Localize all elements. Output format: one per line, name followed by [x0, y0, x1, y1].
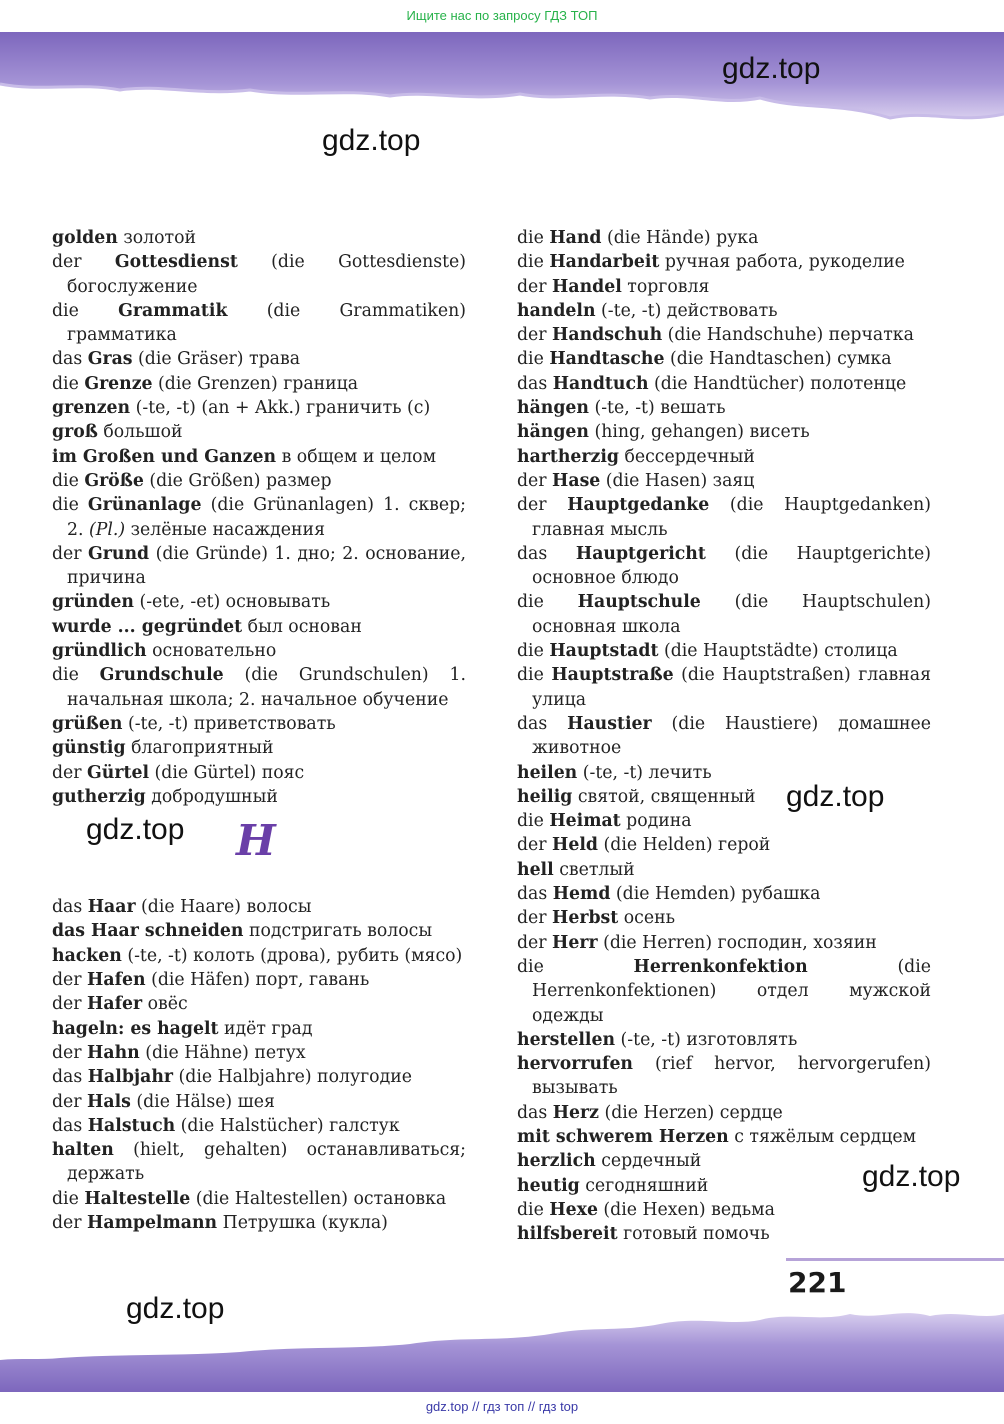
dictionary-entry	[517, 469, 931, 493]
entry-text: die	[52, 665, 100, 686]
entry-headword: heilig	[517, 786, 573, 807]
watermark: gdz.top	[722, 52, 821, 85]
entry-text: (die Herren) господин, хозяин	[597, 932, 877, 953]
entry-headword: heutig	[517, 1175, 580, 1196]
dictionary-entry	[517, 1101, 931, 1125]
entry-text: (die Hauptstraßen) главная улица	[532, 665, 932, 710]
entry-headword: Haustier	[567, 713, 652, 734]
entry-headword: Hexe	[549, 1199, 598, 1220]
entry-headword: Gürtel	[87, 762, 150, 783]
dictionary-entry	[517, 226, 931, 250]
entry-text: родина	[620, 811, 692, 832]
entry-text: (die Hauptgedanken) главная мысль	[532, 495, 931, 540]
entry-headword: günstig	[52, 738, 126, 759]
section-letter: H	[236, 816, 276, 866]
entry-headword: Hampelmann	[87, 1212, 218, 1233]
dictionary-entry	[517, 858, 931, 882]
entry-headword: hilfsbereit	[517, 1224, 618, 1245]
entry-text: der	[517, 325, 553, 346]
entry-text: (Pl.)	[88, 519, 126, 540]
dictionary-entry	[517, 785, 931, 809]
dictionary-entry	[517, 906, 931, 930]
entry-text: (die Hände) рука	[601, 228, 759, 248]
entry-headword: Hemd	[552, 884, 611, 905]
dictionary-entry	[52, 919, 466, 943]
entry-headword: Größe	[84, 470, 144, 491]
entry-text: был основан	[242, 616, 362, 637]
dictionary-entry	[517, 396, 931, 420]
entry-text: der	[52, 994, 88, 1015]
entry-text: в общем и целом	[276, 446, 437, 467]
entry-text: (-ete, -et) основывать	[133, 592, 331, 613]
entry-headword: Herbst	[552, 908, 619, 929]
entry-text: die	[52, 300, 119, 321]
dictionary-entry	[517, 761, 931, 785]
entry-headword: golden	[52, 228, 118, 248]
entry-headword: Hals	[87, 1091, 131, 1112]
dictionary-column-left	[52, 226, 466, 1235]
entry-text: der	[517, 835, 553, 856]
entry-headword: Hauptstadt	[549, 641, 659, 662]
header-wave-decoration	[0, 32, 1004, 127]
dictionary-entry	[52, 1090, 466, 1114]
bottom-banner[interactable]: gdz.top // гдз топ // гдз top	[425, 1399, 579, 1414]
entry-text: (die Haustiere) домашнее животное	[532, 713, 931, 759]
entry-text: (die Halbjahre) полугодие	[173, 1067, 412, 1088]
entry-text: (die Haare) волосы	[135, 897, 312, 918]
dictionary-entry	[517, 1028, 931, 1052]
dictionary-entry	[517, 250, 931, 274]
entry-text: (die Hemden) рубашка	[610, 884, 821, 905]
entry-headword: hacken	[52, 945, 122, 966]
entry-text: der	[52, 762, 88, 783]
dictionary-entry	[52, 736, 466, 760]
entry-headword: grüßen	[52, 713, 123, 734]
entry-headword: Handtuch	[552, 373, 649, 394]
entry-text: благоприятный	[125, 738, 274, 759]
entry-text: das	[52, 1115, 88, 1136]
entry-text: das	[52, 1067, 88, 1088]
entry-text: die	[517, 228, 550, 248]
entry-text: осень	[618, 908, 676, 929]
entry-text: (die Handtaschen) сумка	[664, 349, 892, 370]
entry-text: der	[517, 470, 553, 491]
entry-headword: Hauptstraße	[551, 665, 674, 686]
entry-text: der	[517, 932, 553, 953]
entry-headword: Haltestelle	[84, 1188, 191, 1209]
entry-text: (-te, -t) изготовлять	[615, 1029, 798, 1050]
entry-text: (-te, -t) вешать	[588, 398, 726, 419]
entry-headword: handeln	[517, 300, 596, 321]
entry-text: (die Grünanlagen) 1. сквер; 2.	[67, 495, 467, 540]
entry-headword: Herr	[552, 932, 598, 953]
entry-headword: Halstuch	[87, 1115, 176, 1136]
entry-text: der	[52, 252, 115, 273]
entry-headword: herstellen	[517, 1029, 616, 1050]
entry-headword: Handel	[552, 276, 622, 297]
entry-headword: im Großen und Ganzen	[52, 446, 277, 467]
entry-text: (die Grenzen) граница	[152, 373, 359, 394]
dictionary-entry	[517, 299, 931, 323]
top-banner[interactable]: Ищите нас по запросу ГДЗ ТОП	[406, 8, 598, 23]
entry-text: die	[517, 956, 634, 977]
dictionary-entry	[517, 1125, 931, 1149]
dictionary-entry	[517, 372, 931, 396]
entry-text: (hielt, gehalten) останавливаться; держать	[67, 1140, 466, 1185]
dictionary-entry	[52, 542, 466, 591]
entry-headword: Hafer	[87, 994, 143, 1015]
entry-text: (-te, -t) действовать	[595, 300, 778, 321]
entry-text: бессердечный	[618, 446, 755, 467]
entry-text: die	[517, 665, 552, 686]
dictionary-entry	[517, 1198, 931, 1222]
entry-text: (-te, -t) колоть (дрова), рубить (мясо)	[121, 945, 463, 966]
dictionary-entry	[52, 1017, 466, 1041]
dictionary-entry	[52, 992, 466, 1016]
entry-text: das	[517, 543, 576, 564]
dictionary-entry	[517, 1149, 931, 1173]
entry-headword: Handarbeit	[549, 252, 660, 273]
entry-text: die	[517, 1199, 550, 1220]
entry-headword: hängen	[517, 398, 589, 419]
entry-headword: mit schwerem Herzen	[517, 1126, 729, 1147]
dictionary-entry	[52, 761, 466, 785]
entry-text: добродушный	[145, 786, 278, 807]
dictionary-entry	[517, 1222, 931, 1246]
entry-text: большой	[97, 422, 183, 443]
dictionary-entry	[52, 347, 466, 371]
entry-headword: hängen	[517, 422, 589, 443]
dictionary-entry	[52, 1041, 466, 1065]
entry-text: (die Gründe) 1. дно; 2. основание, причина	[67, 543, 467, 589]
dictionary-entry	[517, 420, 931, 444]
entries-g-section	[52, 226, 466, 809]
entry-text: (die Hauptstädte) столица	[658, 641, 898, 662]
entry-text: (die Hauptschulen) основная школа	[532, 592, 931, 637]
entry-text: das	[517, 884, 553, 905]
entry-text: die	[52, 470, 85, 491]
entry-headword: Hase	[552, 470, 601, 491]
dictionary-entry	[517, 493, 931, 542]
entry-text: (die Helden) герой	[598, 835, 771, 856]
entry-text: (die Gräser) трава	[132, 349, 300, 370]
entry-headword: Heimat	[549, 811, 621, 832]
entry-text: идёт град	[218, 1018, 313, 1039]
entry-text: das	[517, 1102, 553, 1123]
dictionary-entry	[52, 663, 466, 712]
dictionary-entry	[52, 250, 466, 299]
entry-headword: hageln: es hagelt	[52, 1018, 219, 1039]
entry-text: с тяжёлым сердцем	[728, 1126, 917, 1147]
entry-headword: grenzen	[52, 398, 131, 419]
entry-headword: Handtasche	[549, 349, 665, 370]
dictionary-entry	[517, 347, 931, 371]
entry-text: die	[52, 373, 85, 394]
entry-headword: Haar	[87, 897, 136, 918]
dictionary-entry	[52, 226, 466, 250]
entry-text: (die Grundschulen) 1. начальная школа; 2. начальное обучение	[67, 665, 466, 710]
dictionary-entry	[52, 493, 466, 542]
watermark: gdz.top	[322, 124, 421, 157]
entry-text: (-te, -t) приветствовать	[122, 713, 336, 734]
entry-headword: Gottesdienst	[114, 252, 238, 273]
entry-headword: Grammatik	[118, 300, 228, 321]
dictionary-entry	[52, 396, 466, 420]
entry-text: (-te, -t) лечить	[577, 762, 712, 783]
dictionary-entry	[517, 833, 931, 857]
dictionary-entry	[52, 712, 466, 736]
entry-text: (die Hälse) шея	[130, 1091, 275, 1112]
entry-text: золотой	[117, 228, 197, 248]
entry-text: der	[52, 1042, 88, 1063]
entry-headword: Herz	[552, 1102, 599, 1123]
dictionary-entry	[517, 1052, 931, 1101]
entry-headword: Grund	[88, 543, 150, 564]
entry-headword: Hauptschule	[577, 592, 701, 613]
watermark: gdz.top	[786, 780, 885, 813]
entry-text: ручная работа, рукоделие	[659, 252, 905, 273]
entry-headword: Held	[552, 835, 599, 856]
entry-text: die	[517, 592, 578, 613]
entry-headword: hervorrufen	[517, 1054, 633, 1075]
entry-text: das	[52, 897, 88, 918]
page-number-rule	[786, 1258, 1004, 1261]
dictionary-entry	[52, 420, 466, 444]
entry-text: (die Handschuhe) перчатка	[662, 325, 914, 346]
entry-text: der	[52, 1212, 88, 1233]
dictionary-entry	[52, 944, 466, 968]
dictionary-entry	[52, 1114, 466, 1138]
dictionary-entry	[52, 1065, 466, 1089]
entry-text: зелёные насаждения	[125, 519, 325, 540]
dictionary-entry	[52, 968, 466, 992]
entry-headword: gründlich	[52, 641, 147, 662]
dictionary-entry	[52, 1187, 466, 1211]
entry-text: (hing, gehangen) висеть	[588, 422, 810, 443]
dictionary-entry	[517, 590, 931, 639]
entry-headword: gutherzig	[52, 786, 146, 807]
dictionary-entry	[52, 785, 466, 809]
entry-text: (die Halstücher) галстук	[175, 1115, 400, 1136]
entry-text: der	[52, 543, 89, 564]
entry-text: основательно	[146, 641, 277, 662]
dictionary-entry	[52, 1138, 466, 1187]
entry-headword: Herrenkonfektion	[633, 956, 808, 977]
entry-text: der	[517, 495, 568, 516]
entry-text: (rief hervor, hervorgerufen) вызывать	[532, 1054, 931, 1099]
entry-text: Петрушка (кукла)	[217, 1212, 388, 1233]
entry-text: der	[517, 908, 553, 929]
entry-text: (die Haltestellen) остановка	[190, 1188, 447, 1209]
entry-text: der	[52, 970, 88, 991]
entry-text: die	[517, 252, 550, 273]
entry-headword: Hauptgedanke	[567, 495, 710, 516]
entry-text: (die Gottesdienste) богослужение	[67, 252, 466, 297]
entry-text: сегодняшний	[579, 1175, 709, 1196]
entry-headword: gründen	[52, 592, 134, 613]
dictionary-entry	[52, 372, 466, 396]
entry-text: die	[517, 641, 550, 662]
dictionary-entry	[517, 809, 931, 833]
letter-h-heading	[52, 809, 466, 895]
entry-text: святой, священный	[572, 786, 756, 807]
entry-text: (die Häfen) порт, гавань	[145, 970, 370, 991]
entry-text: das	[52, 349, 88, 370]
entry-headword: herzlich	[517, 1151, 596, 1172]
dictionary-entry	[517, 712, 931, 761]
entry-text: (die Gürtel) пояс	[149, 762, 305, 783]
entry-headword: wurde ... gegründet	[52, 616, 243, 637]
entry-text: (die Hexen) ведьма	[597, 1199, 775, 1220]
entry-text: овёс	[142, 994, 188, 1015]
footer-wave-decoration	[0, 1290, 1004, 1392]
entry-headword: Hauptgericht	[575, 543, 706, 564]
page-number: 221	[788, 1266, 847, 1299]
entry-text: (die Hähne) петух	[139, 1042, 306, 1063]
dictionary-entry	[52, 1211, 466, 1235]
dictionary-entry	[52, 895, 466, 919]
entry-headword: heilen	[517, 762, 578, 783]
dictionary-entry	[517, 955, 931, 1028]
dictionary-entry	[517, 882, 931, 906]
entry-text: торговля	[621, 276, 710, 297]
entries-h-section-left	[52, 895, 466, 1235]
watermark: gdz.top	[86, 813, 185, 847]
dictionary-entry	[52, 639, 466, 663]
dictionary-entry	[52, 615, 466, 639]
entry-headword: Halbjahr	[87, 1067, 174, 1088]
entry-headword: groß	[52, 422, 98, 443]
entry-text: der	[52, 1091, 88, 1112]
entry-headword: das Haar schneiden	[52, 921, 244, 942]
dictionary-entry	[52, 299, 466, 348]
entry-headword: Hafen	[87, 970, 146, 991]
entry-headword: Gras	[87, 349, 133, 370]
entry-text: (-te, -t) (an + Akk.) граничить (с)	[130, 398, 431, 419]
entry-headword: Hahn	[87, 1042, 140, 1063]
entry-headword: Hand	[549, 228, 602, 248]
dictionary-entry	[517, 1174, 931, 1198]
watermark: gdz.top	[126, 1292, 225, 1325]
watermark: gdz.top	[862, 1160, 961, 1193]
dictionary-entry	[517, 323, 931, 347]
dictionary-column-right	[517, 226, 931, 1246]
dictionary-entry	[517, 445, 931, 469]
entry-text: готовый помочь	[617, 1224, 770, 1245]
entry-text: das	[517, 373, 553, 394]
entry-text: (die Grammatiken) грамматика	[67, 300, 466, 346]
entry-text: сердечный	[595, 1151, 702, 1172]
dictionary-entry	[52, 469, 466, 493]
entry-headword: halten	[52, 1140, 114, 1161]
entry-headword: hartherzig	[517, 446, 619, 467]
entry-text: der	[517, 276, 553, 297]
entry-text: подстригать волосы	[243, 921, 433, 942]
dictionary-entry	[517, 639, 931, 663]
dictionary-entry	[517, 275, 931, 299]
entry-text: (die Handtücher) полотенце	[648, 373, 907, 394]
entry-text: (die Herrenkonfektionen) отдел мужской одежды	[532, 956, 931, 1026]
dictionary-entry	[517, 663, 931, 712]
dictionary-entry	[517, 542, 931, 591]
entries-h-section-right	[517, 226, 931, 1246]
entry-headword: Grünanlage	[87, 495, 202, 516]
entry-text: (die Größen) размер	[143, 470, 332, 491]
entry-text: die	[52, 495, 88, 516]
entry-text: die	[517, 349, 550, 370]
entry-text: die	[52, 1188, 85, 1209]
dictionary-entry	[52, 445, 466, 469]
entry-headword: hell	[517, 859, 554, 880]
dictionary-entry	[52, 590, 466, 614]
entry-text: (die Herzen) сердце	[598, 1102, 783, 1123]
entry-text: (die Hasen) заяц	[600, 470, 755, 491]
entry-headword: Handschuh	[552, 325, 663, 346]
entry-text: светлый	[553, 859, 635, 880]
dictionary-entry	[517, 931, 931, 955]
entry-text: (die Hauptgerichte) основное блюдо	[532, 543, 931, 589]
entry-headword: Grenze	[84, 373, 153, 394]
entry-text: das	[517, 713, 568, 734]
entry-headword: Grundschule	[99, 665, 224, 686]
entry-text: die	[517, 811, 550, 832]
